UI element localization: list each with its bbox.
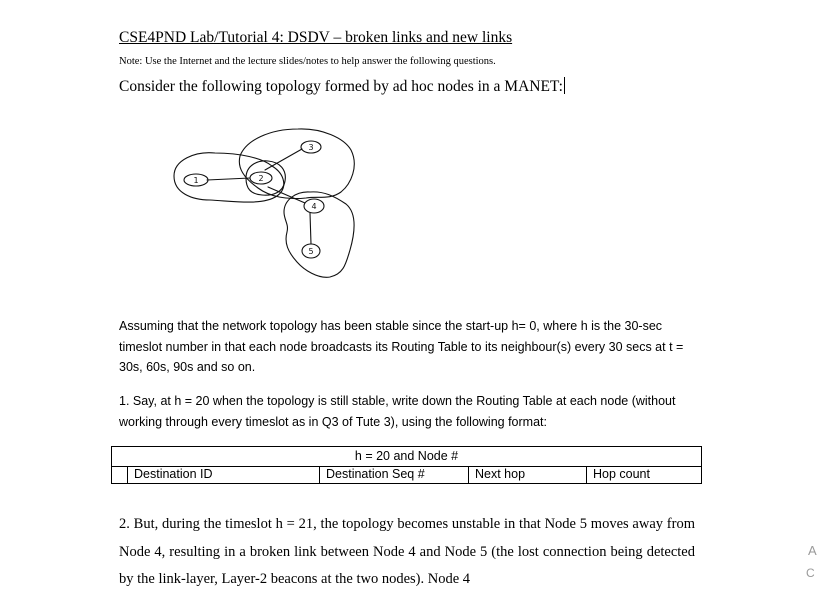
stability-paragraph: Assuming that the network topology has been stable since the start-up h= 0, where h is the 30-sec timeslot number in that each node broadcasts its Routing Table to its neighbour(s) every 30 secs at t = 30s, 60s, 90s and so on. <box>119 319 684 374</box>
column-hop-count: Hop count <box>586 466 702 484</box>
column-destination-seq: Destination Seq # <box>319 466 468 484</box>
question-2: 2. But, during the timeslot h = 21, the topology becomes unstable in that Node 5 moves away from Node 4, resulting in a broken link between Node 4 and Node 5 (the lost connection being detected by the link-layer, Layer-2 beacons at the two nodes). Node 4 <box>119 516 695 587</box>
range-node-2 <box>246 161 285 195</box>
question-1: 1. Say, at h = 20 when the topology is still stable, write down the Routing Table at each node (without working through every timeslot as in Q3 of Tute 3), using the following format: <box>119 394 676 429</box>
note-text: Note: Use the Internet and the lecture slides/notes to help answer the following questions. <box>119 56 496 67</box>
node-5-label: 5 <box>308 247 314 256</box>
link-2-3 <box>265 149 302 170</box>
node-4-label: 4 <box>311 202 317 211</box>
node-3-label: 3 <box>308 143 314 152</box>
node-2-label: 2 <box>258 174 264 183</box>
column-destination-id: Destination ID <box>127 466 319 484</box>
link-4-5 <box>310 213 311 244</box>
intro-text: Consider the following topology formed by ad hoc nodes in a MANET: <box>119 78 563 95</box>
edge-glyph-a: A <box>808 543 817 558</box>
node-1-label: 1 <box>193 176 199 185</box>
link-1-2 <box>207 178 250 180</box>
table-header: h = 20 and Node # <box>112 447 701 467</box>
range-node-3 <box>239 129 354 199</box>
edge-glyph-c: C <box>806 566 815 580</box>
routing-table-format <box>111 446 702 484</box>
page-title: CSE4PND Lab/Tutorial 4: DSDV – broken links and new links <box>119 29 513 46</box>
column-next-hop: Next hop <box>468 466 586 484</box>
link-2-4 <box>268 187 305 203</box>
range-node-4 <box>284 192 354 277</box>
